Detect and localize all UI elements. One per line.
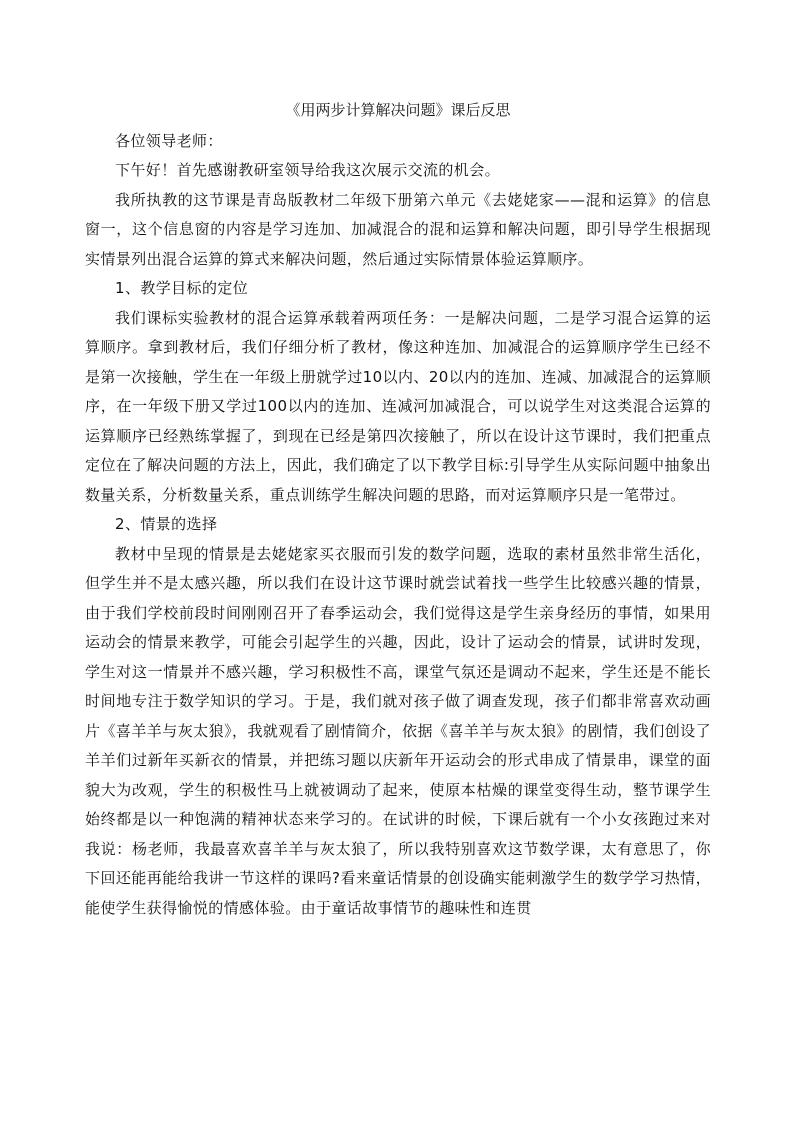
salutation: 各位领导老师： (115, 132, 223, 150)
document-title: 《用两步计算解决问题》课后反思 (285, 101, 511, 119)
section-body-scenario-choice: 教材中呈现的情景是去姥姥家买衣服而引发的数学问题，选取的素材虽然非常生活化，但学生并不是太感兴趣，所以我们在设计这节课时就尝试着找一些学生比较感兴趣的情景，由于我们学校前段时间刚刚召开了春季运动会，我们觉得这是学生亲身经历的事情，如果用运动会的情景来教学，可能会引起学生的兴趣，因此，设计了运动会的情景，试讲时发现，学生对这一情景并不感兴趣，学习积极性不高，课堂气氛还是调动不起来，学生还是不能长时间地专注于数学知识的学习。于是，我们就对孩子做了调查发现，孩子们都非常喜欢动画片《喜羊羊与灰太狼》，我就观看了剧情简介，依据《喜羊羊与灰太狼》的剧情，我们创设了羊羊们过新年买新衣的情景，并把练习题以庆新年开运动会的形式串成了情景串，课堂的面貌大为改观，学生的积极性马上就被调动了起来，使原本枯燥的课堂变得生动，整节课学生始终都是以一种饱满的精神状态来学习的。在试讲的时候，下课后就有一个小女孩跑过来对我说：杨老师，我最喜欢喜羊羊与灰太狼了，所以我特别喜欢这节数学课，太有意思了，你下回还能再能给我讲一节这样的课吗?看来童话情景的创设确实能刺激学生的数学学习热情，能使学生获得愉悦的情感体验。由于童话故事情节的趣味性和连贯 (85, 544, 711, 917)
section-heading-teaching-goals: 1、教学目标的定位 (115, 279, 249, 297)
section-body-teaching-goals: 我们课标实验教材的混合运算承载着两项任务：一是解决问题，二是学习混合运算的运算顺序。拿到教材后，我们仔细分析了教材，像这种连加、加减混合的运算顺序学生已经不是第一次接触，学生在一年级上册就学过10以内、20以内的连加、连减、加减混合的运算顺序，在一年级下册又学过100以内的连加、连减河加减混合，可以说学生对这类混合运算的运算顺序已经熟练掌握了，到现在已经是第四次接触了，所以在设计这节课时，我们把重点定位在了解决问题的方法上，因此，我们确定了以下教学目标:引导学生从实际问题中抽象出数量关系，分析数量关系，重点训练学生解决问题的思路，而对运算顺序只是一笔带过。 (85, 308, 711, 504)
greeting-paragraph: 下午好！首先感谢教研室领导给我这次展示交流的机会。 (115, 161, 501, 179)
section-heading-scenario-choice: 2、情景的选择 (115, 515, 218, 533)
intro-paragraph: 我所执教的这节课是青岛版教材二年级下册第六单元《去姥姥家——混和运算》的信息窗一，这个信息窗的内容是学习连加、加减混合的混和运算和解决问题，即引导学生根据现实情景列出混合运算的算式来解决问题，然后通过实际情景体验运算顺序。 (85, 190, 711, 268)
document-body (85, 97, 711, 923)
